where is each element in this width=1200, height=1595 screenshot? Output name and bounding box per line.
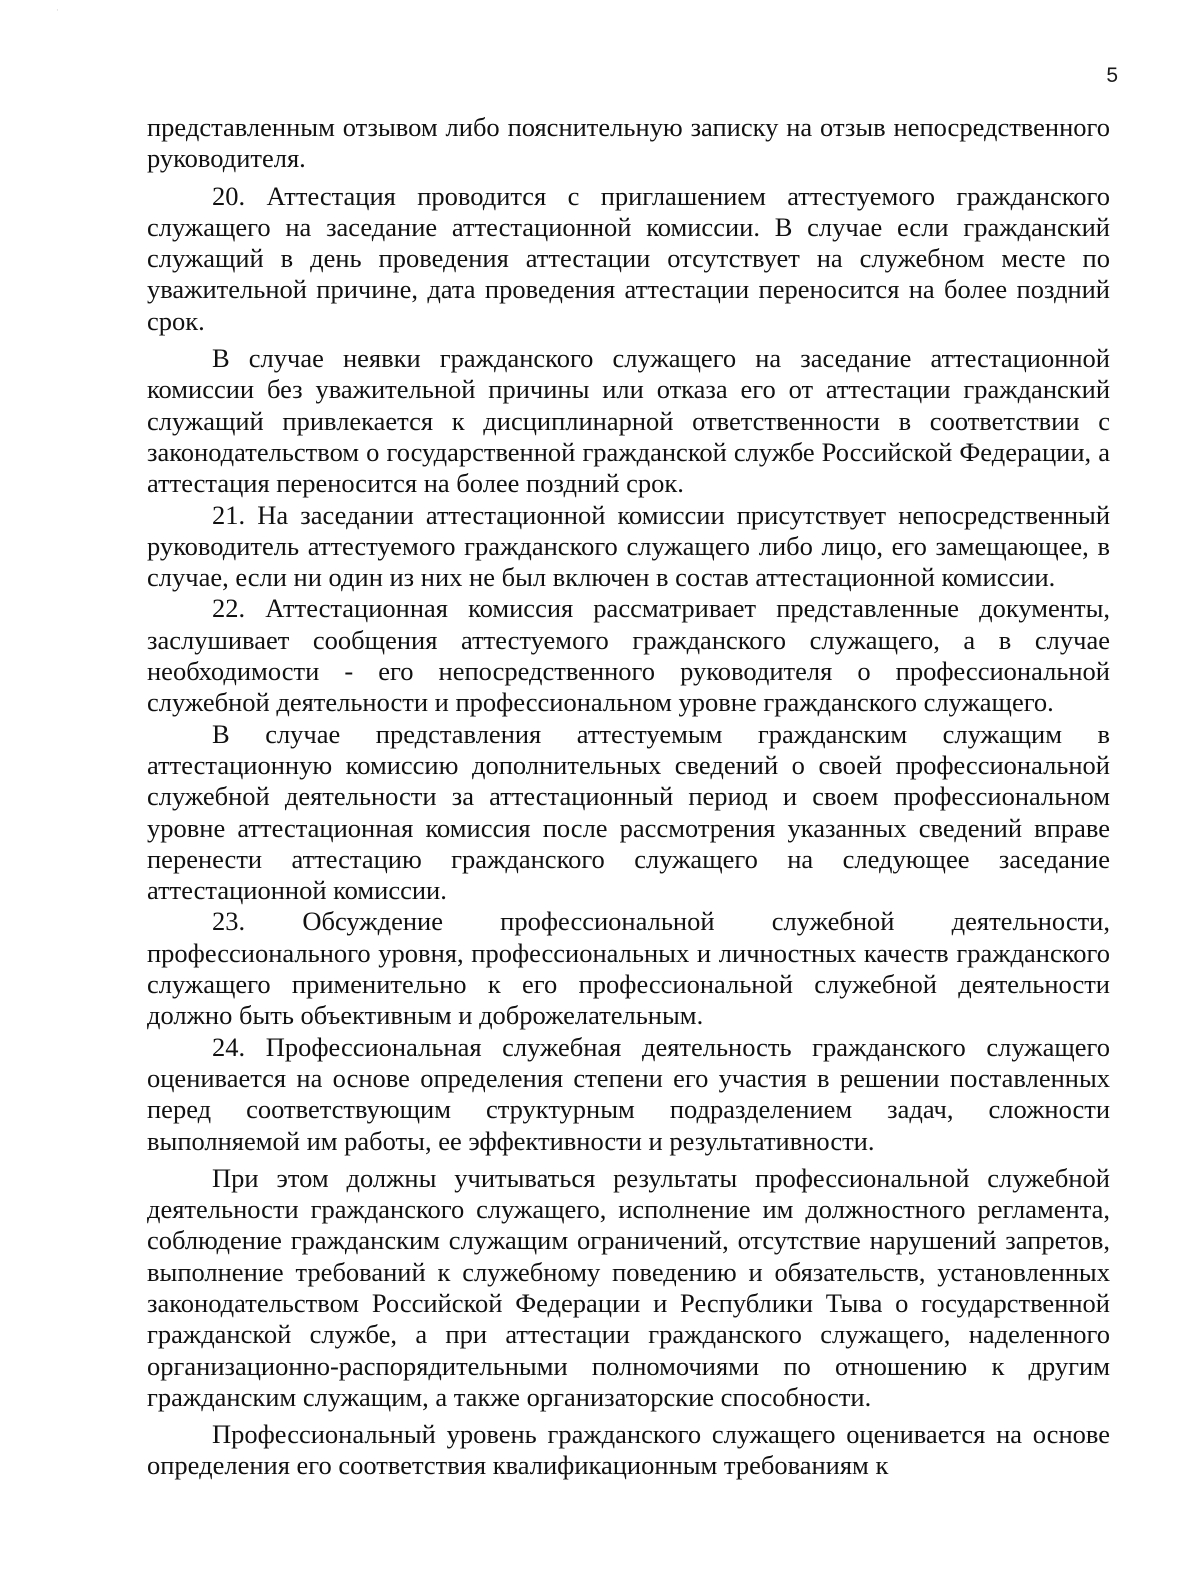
scan-artifact-icon: · [56, 6, 59, 16]
paragraph-professional-level: Профессиональный уровень гражданского служащего оценивается на основе определения его соответствия квалификационным требованиям к [147, 1419, 1110, 1481]
page-number: 5 [1106, 64, 1118, 87]
paragraph-clause-23: 23. Обсуждение профессиональной служебной деятельности, профессионального уровня, профессиональных и личностных качеств гражданского служащего применительно к его профессиональной служебной деятельности должно быть объективным и доброжелательным. [147, 906, 1110, 1031]
paragraph-clause-22-additional: В случае представления аттестуемым гражданским служащим в аттестационную комиссию дополнительных сведений о своей профессиональной служебной деятельности за аттестационный период и своем профессиональном уровне аттестационная комиссия после рассмотрения указанных сведений вправе перенести аттестацию гражданского служащего на следующее заседание аттестационной комиссии. [147, 718, 1110, 906]
document-body [147, 112, 1110, 1482]
paragraph-clause-24: 24. Профессиональная служебная деятельность гражданского служащего оценивается на основе определения степени его участия в решении поставленных перед соответствующим структурным подразделением задач, сложности выполняемой им работы, ее эффективности и результативности. [147, 1031, 1110, 1156]
paragraph-clause-20: 20. Аттестация проводится с приглашением аттестуемого гражданского служащего на заседание аттестационной комиссии. В случае если гражданский служащий в день проведения аттестации отсутствует на служебном месте по уважительной причине, дата проведения аттестации переносится на более поздний срок. [147, 180, 1110, 336]
paragraph-continuation: представленным отзывом либо пояснительную записку на отзыв непосредственного руководителя. [147, 112, 1110, 174]
paragraph-clause-22: 22. Аттестационная комиссия рассматривает представленные документы, заслушивает сообщения аттестуемого гражданского служащего, а в случае необходимости - его непосредственного руководителя о профессиональной служебной деятельности и профессиональном уровне гражданского служащего. [147, 593, 1110, 718]
paragraph-clause-21: 21. На заседании аттестационной комиссии присутствует непосредственный руководитель аттестуемого гражданского служащего либо лицо, его замещающее, в случае, если ни один из них не был включен в состав аттестационной комиссии. [147, 499, 1110, 593]
paragraph-clause-24-criteria: При этом должны учитываться результаты профессиональной служебной деятельности гражданского служащего, исполнение им должностного регламента, соблюдение гражданским служащим ограничений, отсутствие нарушений запретов, выполнение требований к служебному поведению и обязательств, установленных законодательством Российской Федерации и Республики Тыва о государственной гражданской службе, а при аттестации гражданского служащего, наделенного организационно-распорядительными полномочиями по отношению к другим гражданским служащим, а также организаторские способности. [147, 1162, 1110, 1412]
paragraph-clause-20-absence: В случае неявки гражданского служащего на заседание аттестационной комиссии без уважительной причины или отказа его от аттестации гражданский служащий привлекается к дисциплинарной ответственности в соответствии с законодательством о государственной гражданской службе Российской Федерации, а аттестация переносится на более поздний срок. [147, 343, 1110, 499]
